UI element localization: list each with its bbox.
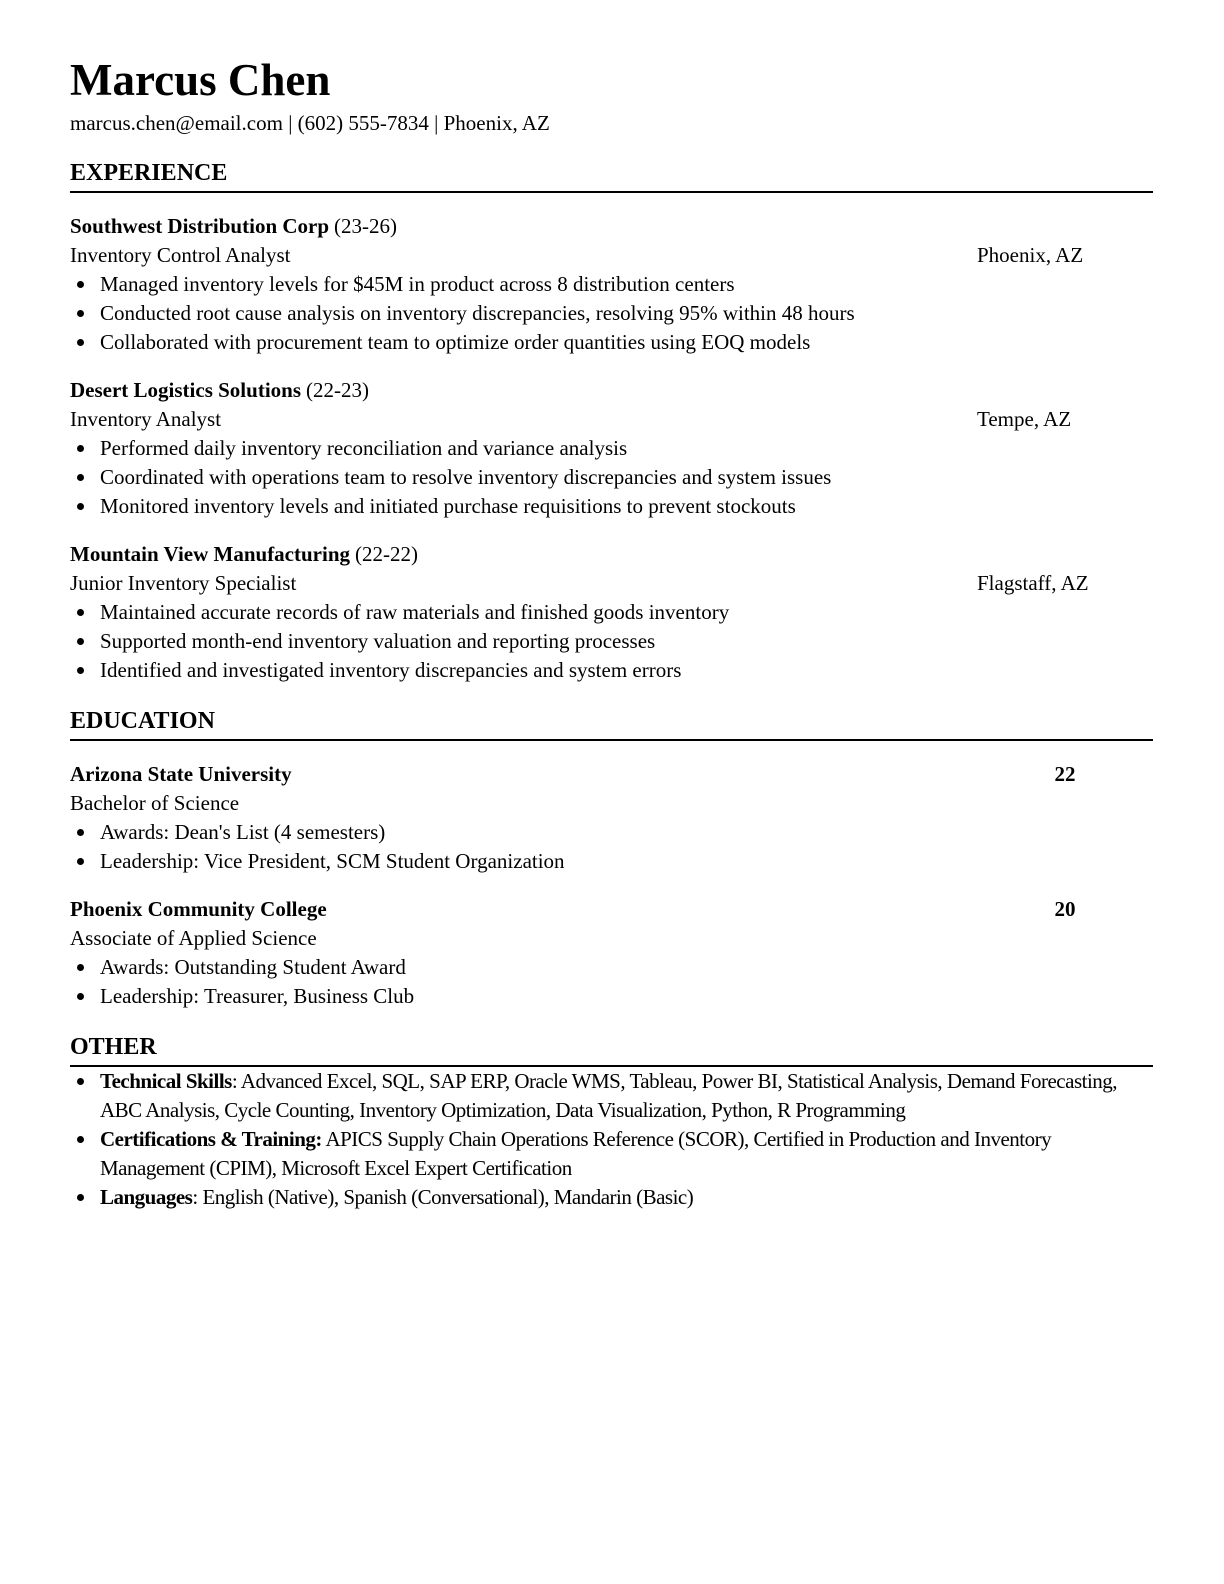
other-item-text: : Advanced Excel, SQL, SAP ERP, Oracle WMS, Tableau, Power BI, Statistical Analysis, Demand Forecasting, ABC Analysis, Cycle Counting, Inventory Optimization, Data Visualization, Python, R Programming (100, 1069, 1118, 1122)
bullet-item: Collaborated with procurement team to optimize order quantities using EOQ models (70, 328, 1153, 357)
other-item-text: : English (Native), Spanish (Conversational), Mandarin (Basic) (192, 1185, 694, 1209)
phone-text: (602) 555-7834 (297, 111, 429, 135)
company-dates: (23-26) (334, 214, 398, 238)
other-item-label: Languages (100, 1185, 193, 1209)
role-line (70, 405, 1153, 434)
education-section (70, 707, 1153, 1011)
other-item (70, 1067, 1153, 1125)
company-name: Desert Logistics Solutions (70, 378, 301, 402)
company-line (70, 376, 1153, 405)
email-text: marcus.chen@email.com (70, 111, 283, 135)
role-line (70, 241, 1153, 270)
graduation-year: 20 (1054, 897, 1076, 921)
bullet-item: Managed inventory levels for $45M in product across 8 distribution centers (70, 270, 1153, 299)
separator: | (434, 111, 439, 135)
other-list (70, 1067, 1153, 1212)
bullet-item: Performed daily inventory reconciliation and variance analysis (70, 434, 1153, 463)
role-title: Inventory Analyst (70, 407, 222, 431)
other-item-label: Certifications & Training: (100, 1127, 322, 1151)
company-line (70, 212, 1153, 241)
bullet-item: Awards: Dean's List (4 semesters) (70, 818, 1153, 847)
school-line (70, 895, 1153, 924)
school-line (70, 760, 1153, 789)
degree: Bachelor of Science (70, 791, 240, 815)
section-heading-experience: EXPERIENCE (70, 159, 1153, 193)
education-entry (70, 760, 1153, 876)
company-dates: (22-23) (306, 378, 369, 402)
candidate-name: Marcus Chen (70, 55, 331, 105)
role-title: Junior Inventory Specialist (70, 571, 297, 595)
bullet-item: Leadership: Vice President, SCM Student Organization (70, 847, 1153, 876)
bullet-item: Conducted root cause analysis on inventory discrepancies, resolving 95% within 48 hours (70, 299, 1153, 328)
job-location: Phoenix, AZ (977, 243, 1084, 267)
experience-entry (70, 540, 1153, 685)
other-item-label: Technical Skills (100, 1069, 232, 1093)
other-item (70, 1183, 1153, 1212)
role-title: Inventory Control Analyst (70, 243, 291, 267)
other-item (70, 1125, 1153, 1183)
bullet-item: Identified and investigated inventory discrepancies and system errors (70, 656, 1153, 685)
contact-line (70, 109, 1153, 137)
bullet-list (70, 270, 1153, 357)
bullet-item: Awards: Outstanding Student Award (70, 953, 1153, 982)
section-heading-other: OTHER (70, 1033, 1153, 1067)
location-text: Phoenix, AZ (443, 111, 550, 135)
role-line (70, 569, 1153, 598)
job-location: Tempe, AZ (977, 407, 1072, 431)
experience-entry (70, 376, 1153, 521)
resume-header (70, 56, 1153, 137)
bullet-item: Leadership: Treasurer, Business Club (70, 982, 1153, 1011)
bullet-list (70, 598, 1153, 685)
experience-entry (70, 212, 1153, 357)
company-line (70, 540, 1153, 569)
separator: | (288, 111, 293, 135)
school-name: Phoenix Community College (70, 897, 327, 921)
company-name: Southwest Distribution Corp (70, 214, 330, 238)
bullet-item: Maintained accurate records of raw materials and finished goods inventory (70, 598, 1153, 627)
bullet-item: Supported month-end inventory valuation and reporting processes (70, 627, 1153, 656)
graduation-year: 22 (1054, 762, 1076, 786)
company-name: Mountain View Manufacturing (70, 542, 351, 566)
bullet-list (70, 434, 1153, 521)
education-entry (70, 895, 1153, 1011)
bullet-list (70, 953, 1153, 1011)
job-location: Flagstaff, AZ (977, 571, 1089, 595)
bullet-item: Coordinated with operations team to resolve inventory discrepancies and system issues (70, 463, 1153, 492)
degree: Associate of Applied Science (70, 926, 317, 950)
bullet-item: Monitored inventory levels and initiated purchase requisitions to prevent stockouts (70, 492, 1153, 521)
school-name: Arizona State University (70, 762, 292, 786)
other-section (70, 1033, 1153, 1212)
other-item-text: APICS Supply Chain Operations Reference (SCOR), Certified in Production and Inventory Management (CPIM), Microsoft Excel Expert Certification (100, 1127, 1052, 1180)
section-heading-education: EDUCATION (70, 707, 1153, 741)
experience-section (70, 159, 1153, 685)
bullet-list (70, 818, 1153, 876)
company-dates: (22-22) (355, 542, 418, 566)
